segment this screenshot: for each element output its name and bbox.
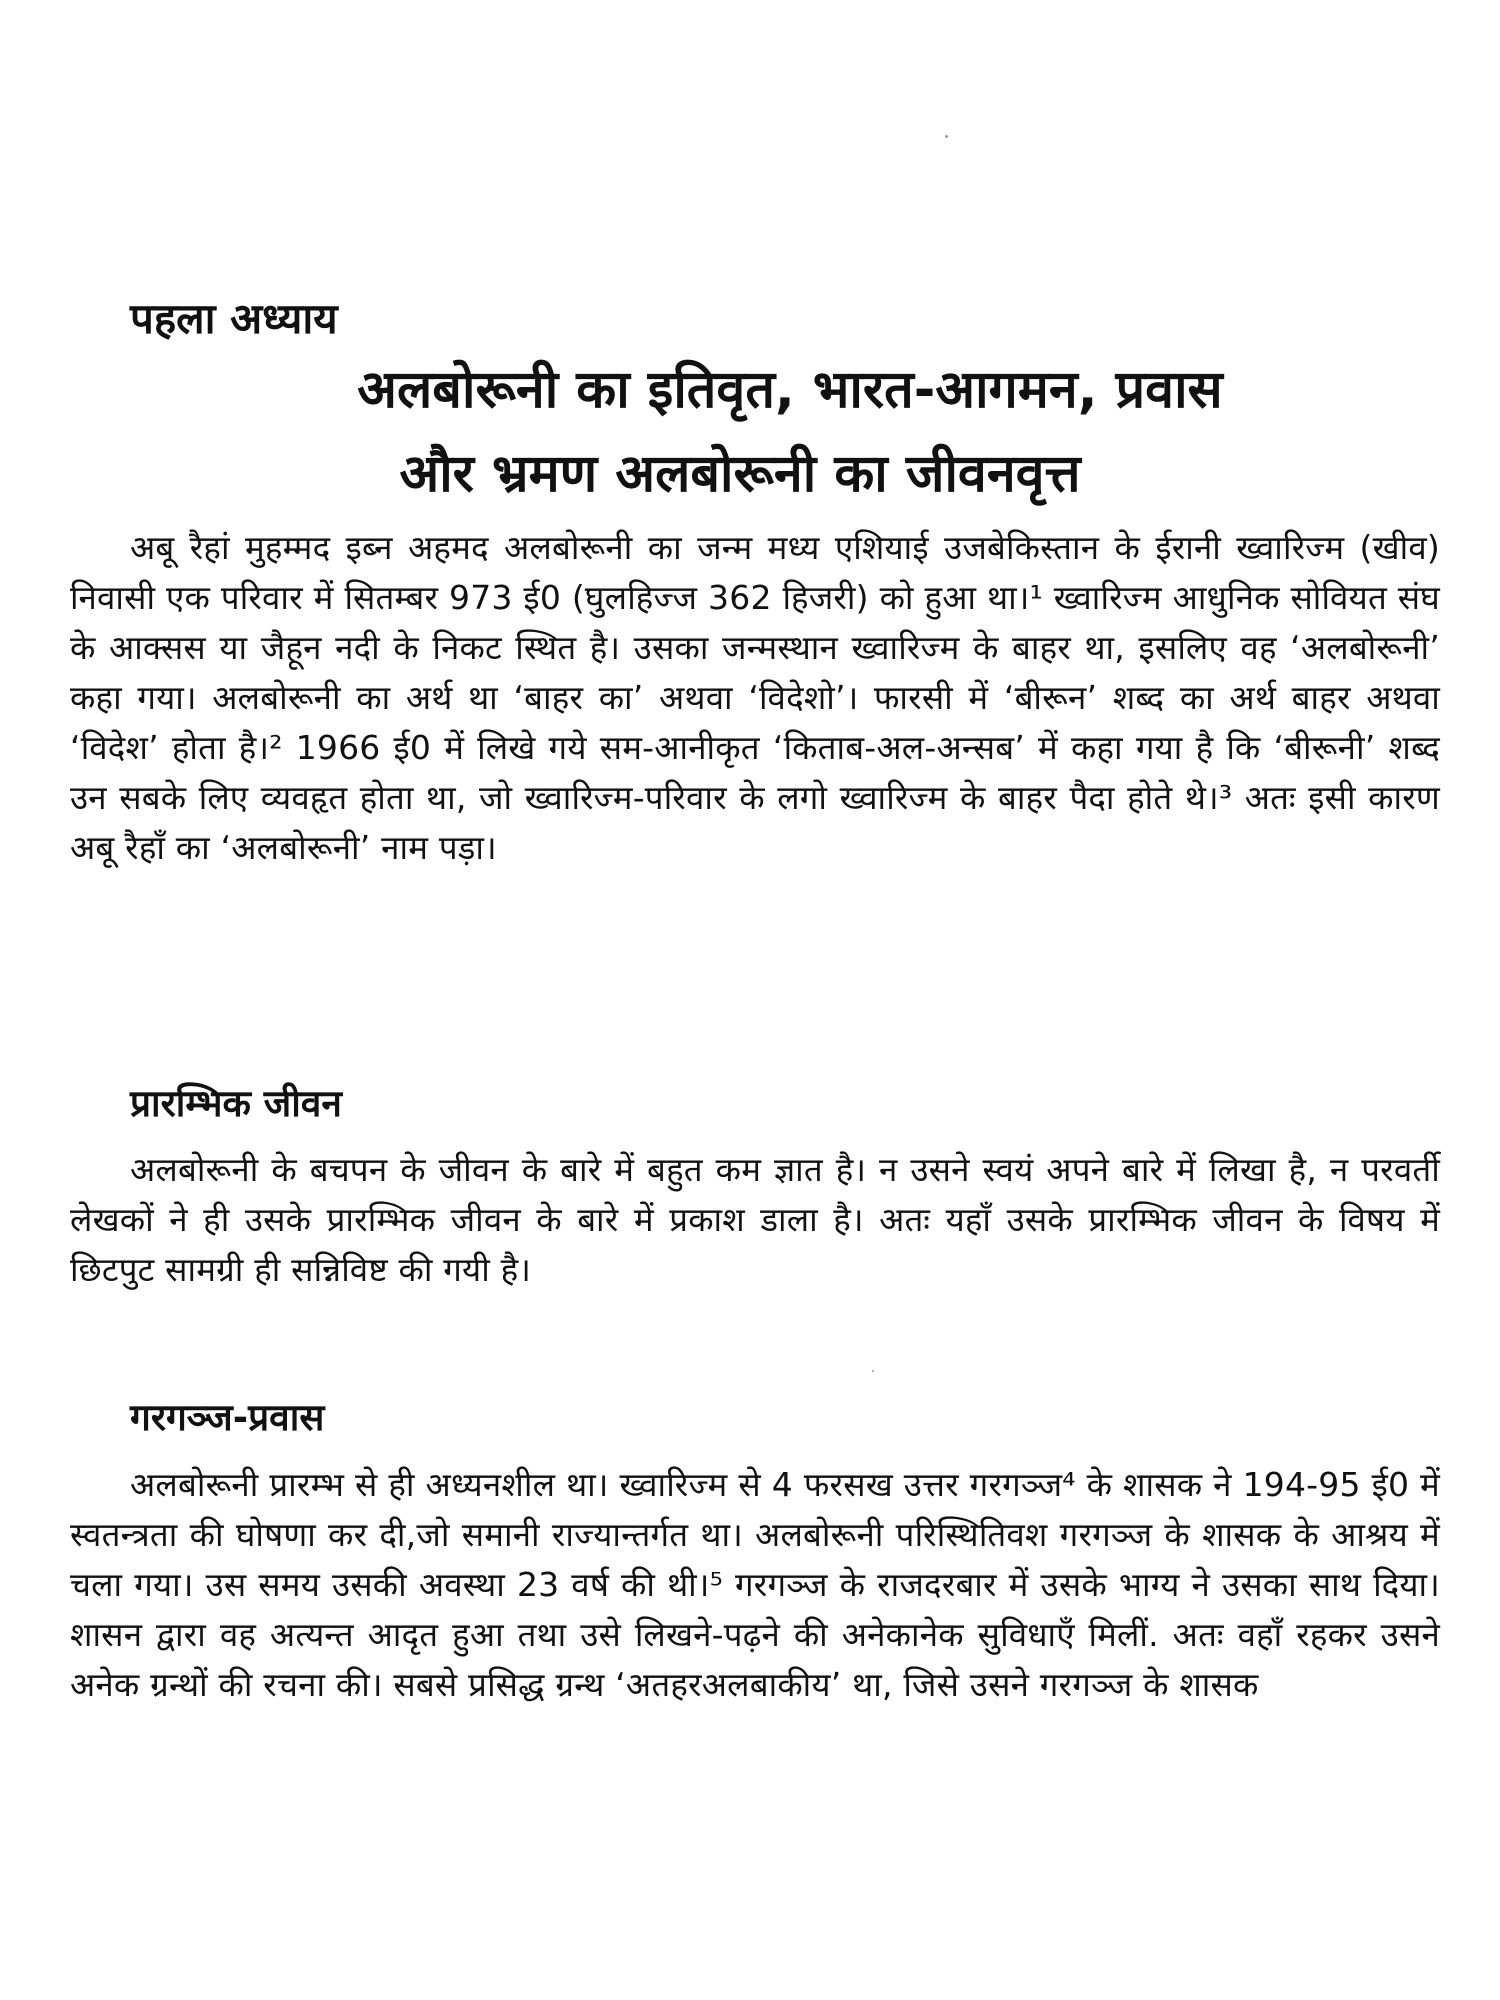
intro-paragraph: अबू रैहां मुहम्मद इब्न अहमद अलबोरूनी का जन्म मध्य एशियाई उजबेकिस्तान के ईरानी ख्वारिज्म (खीव) निवासी एक परिवार में सितम्बर 973 ई0 (घुलहिज्ज 362 हिजरी) को हुआ था।¹ ख्वारिज्म आधुनिक सोवियत संघ के आक्सस या जैहून नदी के निकट स्थित है। उसका जन्मस्थान ख्वारिज्म के बाहर था, इसलिए वह ‘अलबोरूनी’ कहा गया। अलबोरूनी का अर्थ था ‘बाहर का’ अथवा ‘विदेशो’। फारसी में ‘बीरून’ शब्द का अर्थ बाहर अथवा ‘विदेश’ होता है।² 1966 ई0 में लिखे गये सम-आनीकृत ‘किताब-अल-अन्सब’ में कहा गया है कि ‘बीरूनी’ शब्द उन सबके लिए व्यवहृत होता था, जो ख्वारिज्म-परिवार के लगो ख्वारिज्म के बाहर पैदा होते थे।³ अतः इसी कारण अबू रैहाँ का ‘अलबोरूनी’ नाम पड़ा।: [70, 528, 1440, 867]
early-life-paragraph: अलबोरूनी के बचपन के जीवन के बारे में बहुत कम ज्ञात है। न उसने स्वयं अपने बारे में लिखा है, न परवर्ती लेखकों ने ही उसके प्रारम्भिक जीवन के बारे में प्रकाश डाला है। अतः यहाँ उसके प्रारम्भिक जीवन के विषय में छिटपुट सामग्री ही सन्निविष्ट की गयी है।: [70, 1150, 1440, 1289]
chapter-label: पहला अध्याय: [130, 294, 338, 343]
section-heading-early-life: प्रारम्भिक जीवन: [130, 1082, 342, 1125]
print-speck: [872, 1370, 874, 1372]
gargang-stay-paragraph: अलबोरूनी प्रारम्भ से ही अध्यनशील था। ख्वारिज्म से 4 फरसख उत्तर गरगञ्ज⁴ के शासक ने 194-95 ई0 में स्वतन्त्रता की घोषणा कर दी,जो समानी राज्यान्तर्गत था। अलबोरूनी परिस्थितिवश गरगञ्ज के शासक के आश्रय में चला गया। उस समय उसकी अवस्था 23 वर्ष की थी।⁵ गरगञ्ज के राजदरबार में उसके भाग्य ने उसका साथ दिया। शासन द्वारा वह अत्यन्त आदृत हुआ तथा उसे लिखने-पढ़ने की अनेकानेक सुविधाएँ मिलीं. अतः वहाँ रहकर उसने अनेक ग्रन्थों की रचना की। सबसे प्रसिद्ध ग्रन्थ ‘अतहरअलबाकीय’ था, जिसे उसने गरगञ्ज के शासक: [70, 1465, 1440, 1704]
section-heading-gargang-stay: गरगञ्ज-प्रवास: [130, 1396, 325, 1439]
print-speck: [945, 135, 948, 138]
chapter-title-line-2: और भ्रमण अलबोरूनी का जीवनवृत्त: [399, 444, 1081, 504]
chapter-title-line-1: अलबोरूनी का इतिवृत, भारत-आगमन, प्रवास: [357, 360, 1223, 420]
